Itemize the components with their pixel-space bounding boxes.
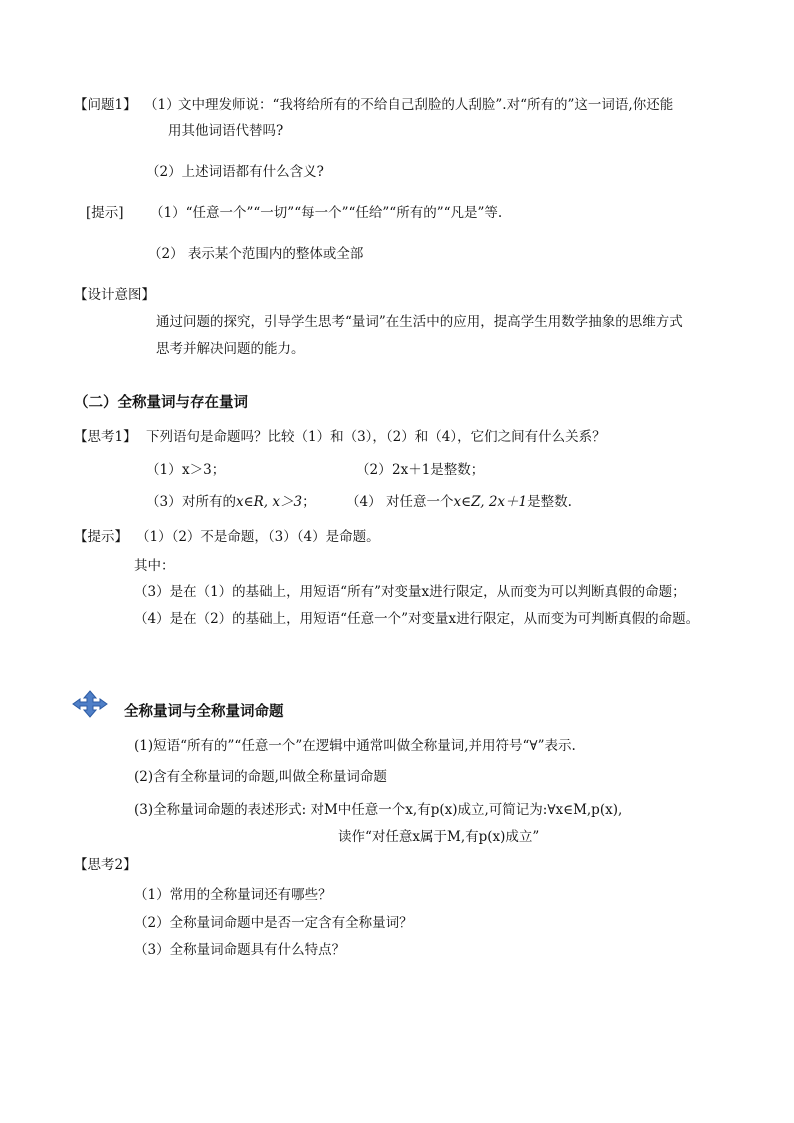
question1-num1: （1） [144,97,180,113]
universal-p2: (2)含有全称量词的命题,叫做全称量词命题 [134,769,387,785]
think1-item1-text: x＞3； [182,462,226,478]
think1-item3 [182,493,316,511]
think1-question: 下列语句是命题吗？比较（1）和（3），（2）和（4），它们之间有什么关系？ [146,429,606,445]
four-arrows-icon [72,690,108,718]
think1-item4 [386,493,572,511]
section-title: （二）全称量词与存在量词 [74,394,248,411]
think2-q2: （2）全称量词命题中是否一定含有全称量词？ [134,915,413,931]
think1-item4-post: 是整数. [527,494,572,510]
think1-item2-text: 2x＋1是整数； [392,462,485,478]
think1-tag: 【思考1】 [74,429,137,445]
think1-item4-num: （4） [346,494,382,510]
question1-line1: 文中理发师说：“我将给所有的不给自己刮脸的人刮脸”.对“所有的”这一词语,你还能 [178,97,674,113]
hint1-line2: （2） 表示某个范围内的整体或全部 [148,246,364,262]
universal-p3b: 读作“对任意x属于M,有p(x)成立” [338,829,540,845]
think1-item3-post: ； [302,494,316,510]
think1-item3-pre: 对所有的 [182,494,236,510]
question1-line1b: 用其他词语代替吗? [168,123,284,139]
hint2-line1: （1）（2）不是命题，（3）（4）是命题。 [136,529,380,545]
think2-q3: （3）全称量词命题具有什么特点？ [134,942,346,958]
think1-item2-num: （2） [356,462,392,478]
hint2-tag: 【提示】 [74,529,128,545]
design-line2: 思考并解决问题的能力。 [156,341,305,357]
hint2-line4: （4）是在（2）的基础上，用短语“任意一个”对变量x进行限定，从而变为可判断真假的命题。 [134,611,700,627]
universal-p3: (3)全称量词命题的表述形式: 对M中任意一个x,有p(x)成立,可简记为:∀x∈M,p(x), [134,802,623,818]
hint1-tag: [提示] [86,205,124,221]
hint2-line3: （3）是在（1）的基础上，用短语“所有”对变量x进行限定，从而变为可以判断真假的命题； [134,584,686,600]
question1-line2: （2）上述词语都有什么含义? [146,164,324,180]
design-tag: 【设计意图】 [74,287,155,303]
think1-item1-num: （1） [146,462,182,478]
universal-p1: (1)短语“所有的”“任意一个”在逻辑中通常叫做全称量词,并用符号“∀”表示. [134,738,576,754]
think2-tag: 【思考2】 [74,857,137,873]
think2-q1: （1）常用的全称量词还有哪些？ [134,887,332,903]
hint2-line2: 其中： [134,558,175,574]
universal-title: 全称量词与全称量词命题 [124,703,284,720]
think1-item3-math: x∈R, x＞3 [236,494,303,510]
think1-item3-num: （3） [146,494,182,510]
hint1-line1: （1）“任意一个”“一切”“每一个”“任给”“所有的”“凡是”等. [150,205,503,221]
think1-item4-pre: 对任意一个 [386,494,454,510]
think1-item4-math: x∈Z, 2x＋1 [453,494,528,510]
design-line1: 通过问题的探究，引导学生思考“量词”在生活中的应用，提高学生用数学抽象的思维方式 [156,314,683,330]
question1-tag: 【问题1】 [74,97,137,113]
